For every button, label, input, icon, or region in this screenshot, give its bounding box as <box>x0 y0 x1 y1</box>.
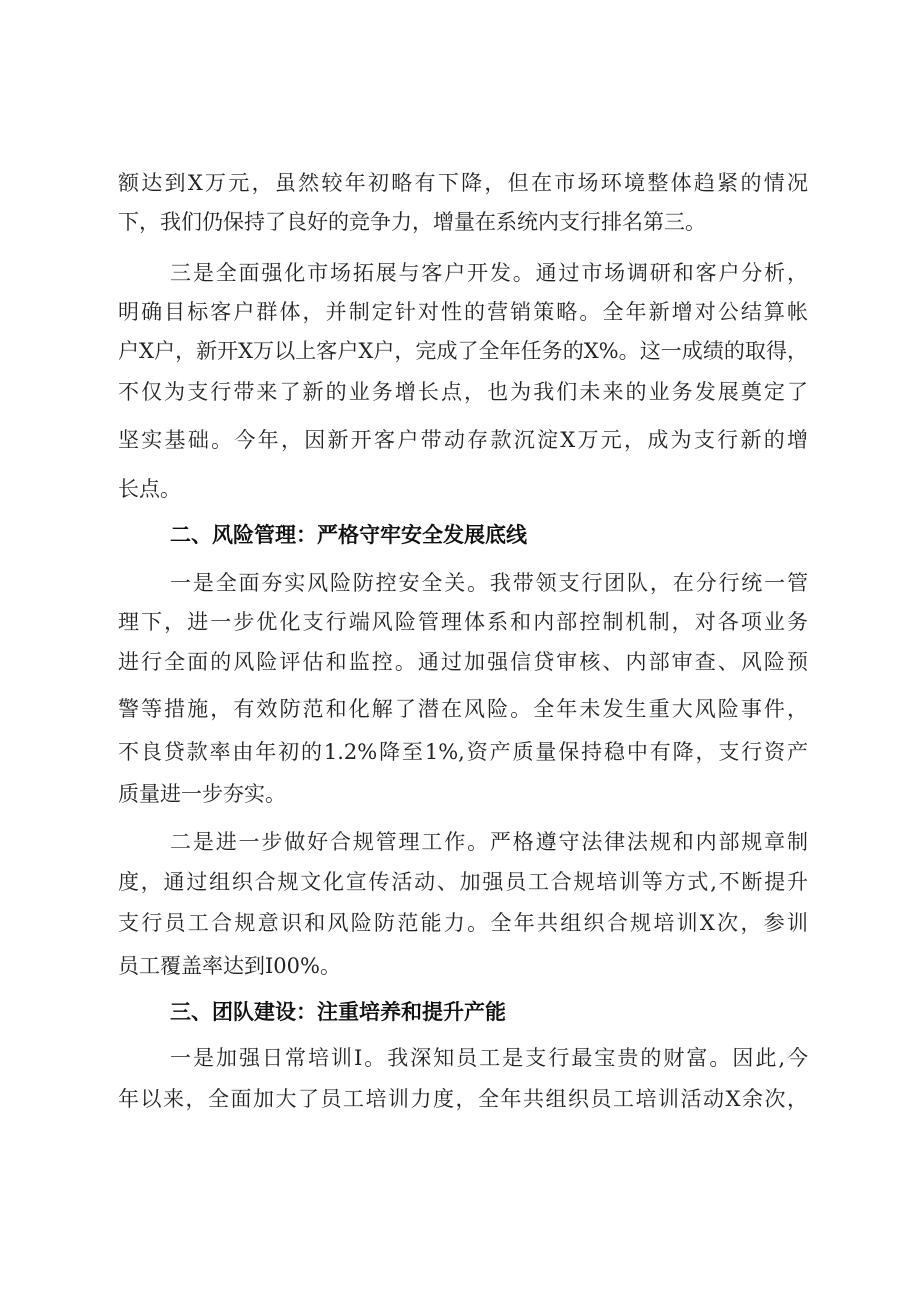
section-heading: 二、风险管理：严格守牢安全发展底线 <box>170 523 527 547</box>
paragraph-line: 员工覆盖率达到I00%。 <box>118 954 341 978</box>
paragraph-line: 支行员工合规意识和风险防范能力。全年共组织合规培训X次，参训 <box>118 911 808 935</box>
paragraph-line: 不仅为支行带来了新的业务增长点，也为我们未来的业务发展奠定了 <box>118 380 808 404</box>
paragraph-line: 不良贷款率由年初的1.2%降至1%,资产质量保持稳中有降，支行资产 <box>118 740 808 764</box>
section-heading: 三、团队建设：注重培养和提升产能 <box>170 1000 506 1024</box>
paragraph-line: 质量进一步夯实。 <box>118 782 286 806</box>
paragraph-line: 二是进一步做好合规管理工作。严格遵守法律法规和内部规章制 <box>170 830 808 854</box>
paragraph-line: 进行全面的风险评估和监控。通过加强信贷审核、内部审查、风险预 <box>118 650 808 674</box>
paragraph-line: 户X户，新开X万以上客户X户，完成了全年任务的X%。这一成绩的取得， <box>118 339 808 363</box>
paragraph-line: 下，我们仍保持了良好的竞争力，增量在系统内支行排名第三。 <box>118 210 706 234</box>
paragraph-line: 年以来，全面加大了员工培训力度，全年共组织员工培训活动X余次， <box>118 1087 808 1111</box>
paragraph-line: 明确目标客户群体，并制定针对性的营销策略。全年新增对公结算帐 <box>118 300 808 324</box>
paragraph-line: 一是全面夯实风险防控安全关。我带领支行团队，在分行统一管 <box>170 571 808 595</box>
paragraph-line: 长点。 <box>118 477 181 501</box>
paragraph-line: 坚实基础。今年，因新开客户带动存款沉淀X万元，成为支行新的增 <box>118 428 808 452</box>
paragraph-line: 三是全面强化市场拓展与客户开发。通过市场调研和客户分析， <box>170 261 808 285</box>
paragraph-line: 理下，进一步优化支行端风险管理体系和内部控制机制，对各项业务 <box>118 610 808 634</box>
paragraph-line: 额达到X万元，虽然较年初略有下降，但在市场环境整体趋紧的情况 <box>118 171 808 195</box>
paragraph-line: 度，通过组织合规文化宣传活动、加强员工合规培训等方式,不断提升 <box>118 870 808 894</box>
paragraph-line: 一是加强日常培训I。我深知员工是支行最宝贵的财富。因此,今 <box>170 1046 808 1070</box>
paragraph-line: 警等措施，有效防范和化解了潜在风险。全年未发生重大风险事件， <box>118 697 808 721</box>
